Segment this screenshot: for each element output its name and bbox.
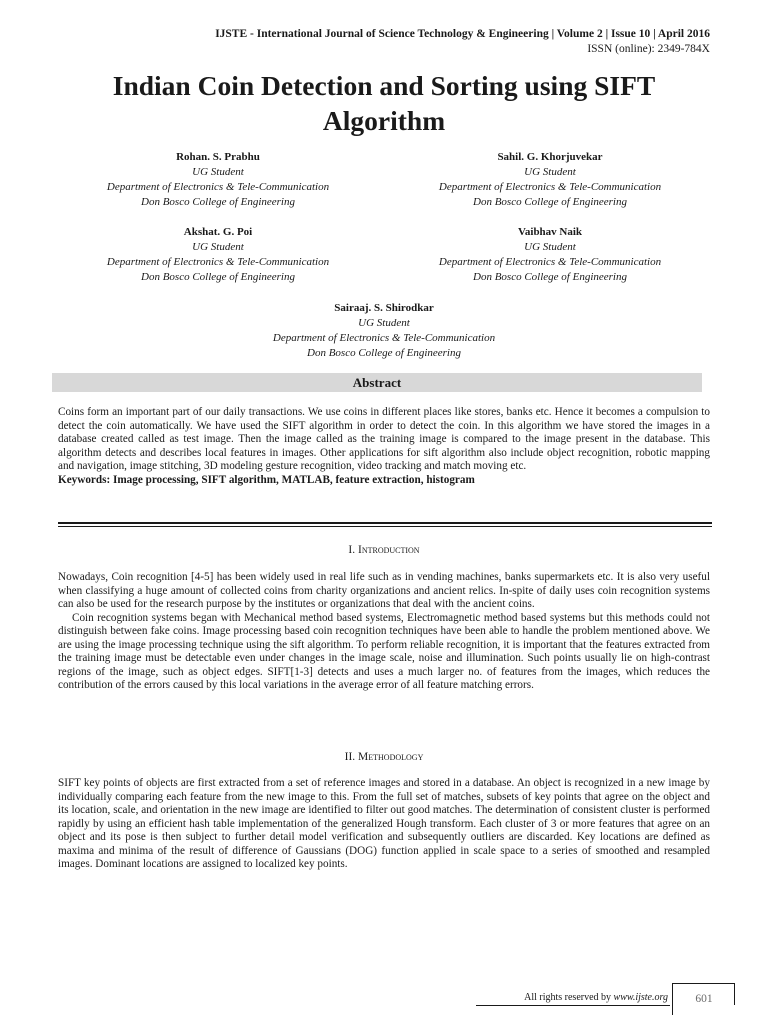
author-college: Don Bosco College of Engineering	[141, 196, 295, 208]
abstract-section	[58, 406, 710, 487]
paragraph: SIFT key points of objects are first extracted from a set of reference images and stored in a database. An object is recognized in a new image by individually comparing each feature from the new image to this. From the full set of matches, subsets of key points that agree on the object and its location, scale, and orientation in the new image are identified to filter out good matches. The determination of consistent cluster is performed rapidly by using an efficient hash table implementation of the generalized Hough transform. Each cluster of 3 or more features that agree on an object and its pose is then subject to further detail model verification and subsequently outliers are discarded. Key locations are defined as maxima and minima of the result of difference of Gaussians (DOG) function applied in scale space to a series of smoothed and resampled images. Dominant locations are assigned to localized key points.	[58, 777, 710, 870]
introduction-section	[58, 571, 710, 693]
copyright-prefix: All rights reserved by	[524, 992, 614, 1003]
author-college: Don Bosco College of Engineering	[307, 347, 461, 359]
paragraph: Coin recognition systems began with Mechanical method based systems, Electromagnetic method based systems but this methods could not distinguish between fake coins. Image processing based coin recognition techniques have been able to handle the problem mentioned above. We are using the image processing technique using the sift algorithm. To perform reliable recognition, it is important that the features extracted from the training image must be detectable even under changes in the image scale, noise and illumination. Such points usually lie on high-contrast regions of the image, such as object edges. SIFT[1-3] detects and uses a much larger no. of features from the images, which reduces the contribution of the errors caused by this local variations in the average error of all feature matching errors.	[58, 611, 710, 691]
section-heading-introduction: I. Introduction	[348, 544, 420, 556]
author-card	[58, 150, 378, 210]
author-role: UG Student	[358, 317, 410, 329]
page-number: 601	[672, 983, 735, 1015]
journal-citation: IJSTE - International Journal of Science Technology & Engineering | Volume 2 | Issue 10 | April 2016	[215, 28, 710, 40]
author-card	[214, 301, 554, 361]
author-name: Akshat. G. Poi	[183, 226, 253, 238]
journal-header	[215, 27, 710, 56]
abstract-text: Coins form an important part of our daily transactions. We use coins in different places like stores, banks etc. Hence it becomes a compulsion to detect the coin automatically. We have used the SIFT algorithm in order to detect the coin. In this algorithm we have stored the images in a database created called as test image. Then the image called as the training image is compared to the image present in the database. This algorithm detects and describes local features in images. Other applications for sift algorithm also include object recognition, robotic mapping and navigation, image stitching, 3D modeling gesture recognition, video tracking and match moving etc.	[58, 406, 710, 472]
author-role: UG Student	[524, 241, 576, 253]
methodology-section	[58, 777, 710, 872]
paper-title: Indian Coin Detection and Sorting using SIFT Algorithm	[112, 70, 656, 136]
author-department: Department of Electronics & Tele-Communication	[438, 181, 662, 193]
author-department: Department of Electronics & Tele-Communication	[106, 256, 330, 268]
author-college: Don Bosco College of Engineering	[141, 271, 295, 283]
copyright-notice	[524, 992, 668, 1003]
author-department: Department of Electronics & Tele-Communication	[272, 332, 496, 344]
author-card	[390, 225, 710, 285]
author-role: UG Student	[192, 166, 244, 178]
author-role: UG Student	[524, 166, 576, 178]
page-box-edge	[734, 983, 735, 1005]
issn-number: ISSN (online): 2349-784X	[587, 43, 710, 55]
author-role: UG Student	[192, 241, 244, 253]
paragraph: Nowadays, Coin recognition [4-5] has been widely used in real life such as in vending machines, banks supermarkets etc. It is also very useful when classifying a huge amount of collected coins from charity organizations and ancient relics. In-spite of daily uses coin recognition systems can also be used for the research purpose by the institutes or organizations that deal with the ancient coins.	[58, 571, 710, 610]
journal-website-link[interactable]: www.ijste.org	[613, 992, 668, 1003]
author-college: Don Bosco College of Engineering	[473, 271, 627, 283]
keywords-line: Keywords: Image processing, SIFT algorithm, MATLAB, feature extraction, histogram	[58, 473, 475, 486]
footer-rule	[476, 1005, 670, 1006]
author-name: Rohan. S. Prabhu	[176, 151, 260, 163]
author-card	[390, 150, 710, 210]
author-department: Department of Electronics & Tele-Communication	[438, 256, 662, 268]
author-department: Department of Electronics & Tele-Communication	[106, 181, 330, 193]
section-divider	[58, 522, 712, 527]
abstract-heading: Abstract	[52, 373, 702, 392]
author-name: Vaibhav Naik	[517, 226, 583, 238]
author-name: Sairaaj. S. Shirodkar	[334, 302, 434, 314]
page-footer	[0, 983, 768, 1024]
section-heading-methodology: II. Methodology	[344, 751, 424, 763]
author-card	[58, 225, 378, 285]
author-name: Sahil. G. Khorjuvekar	[497, 151, 603, 163]
author-college: Don Bosco College of Engineering	[473, 196, 627, 208]
